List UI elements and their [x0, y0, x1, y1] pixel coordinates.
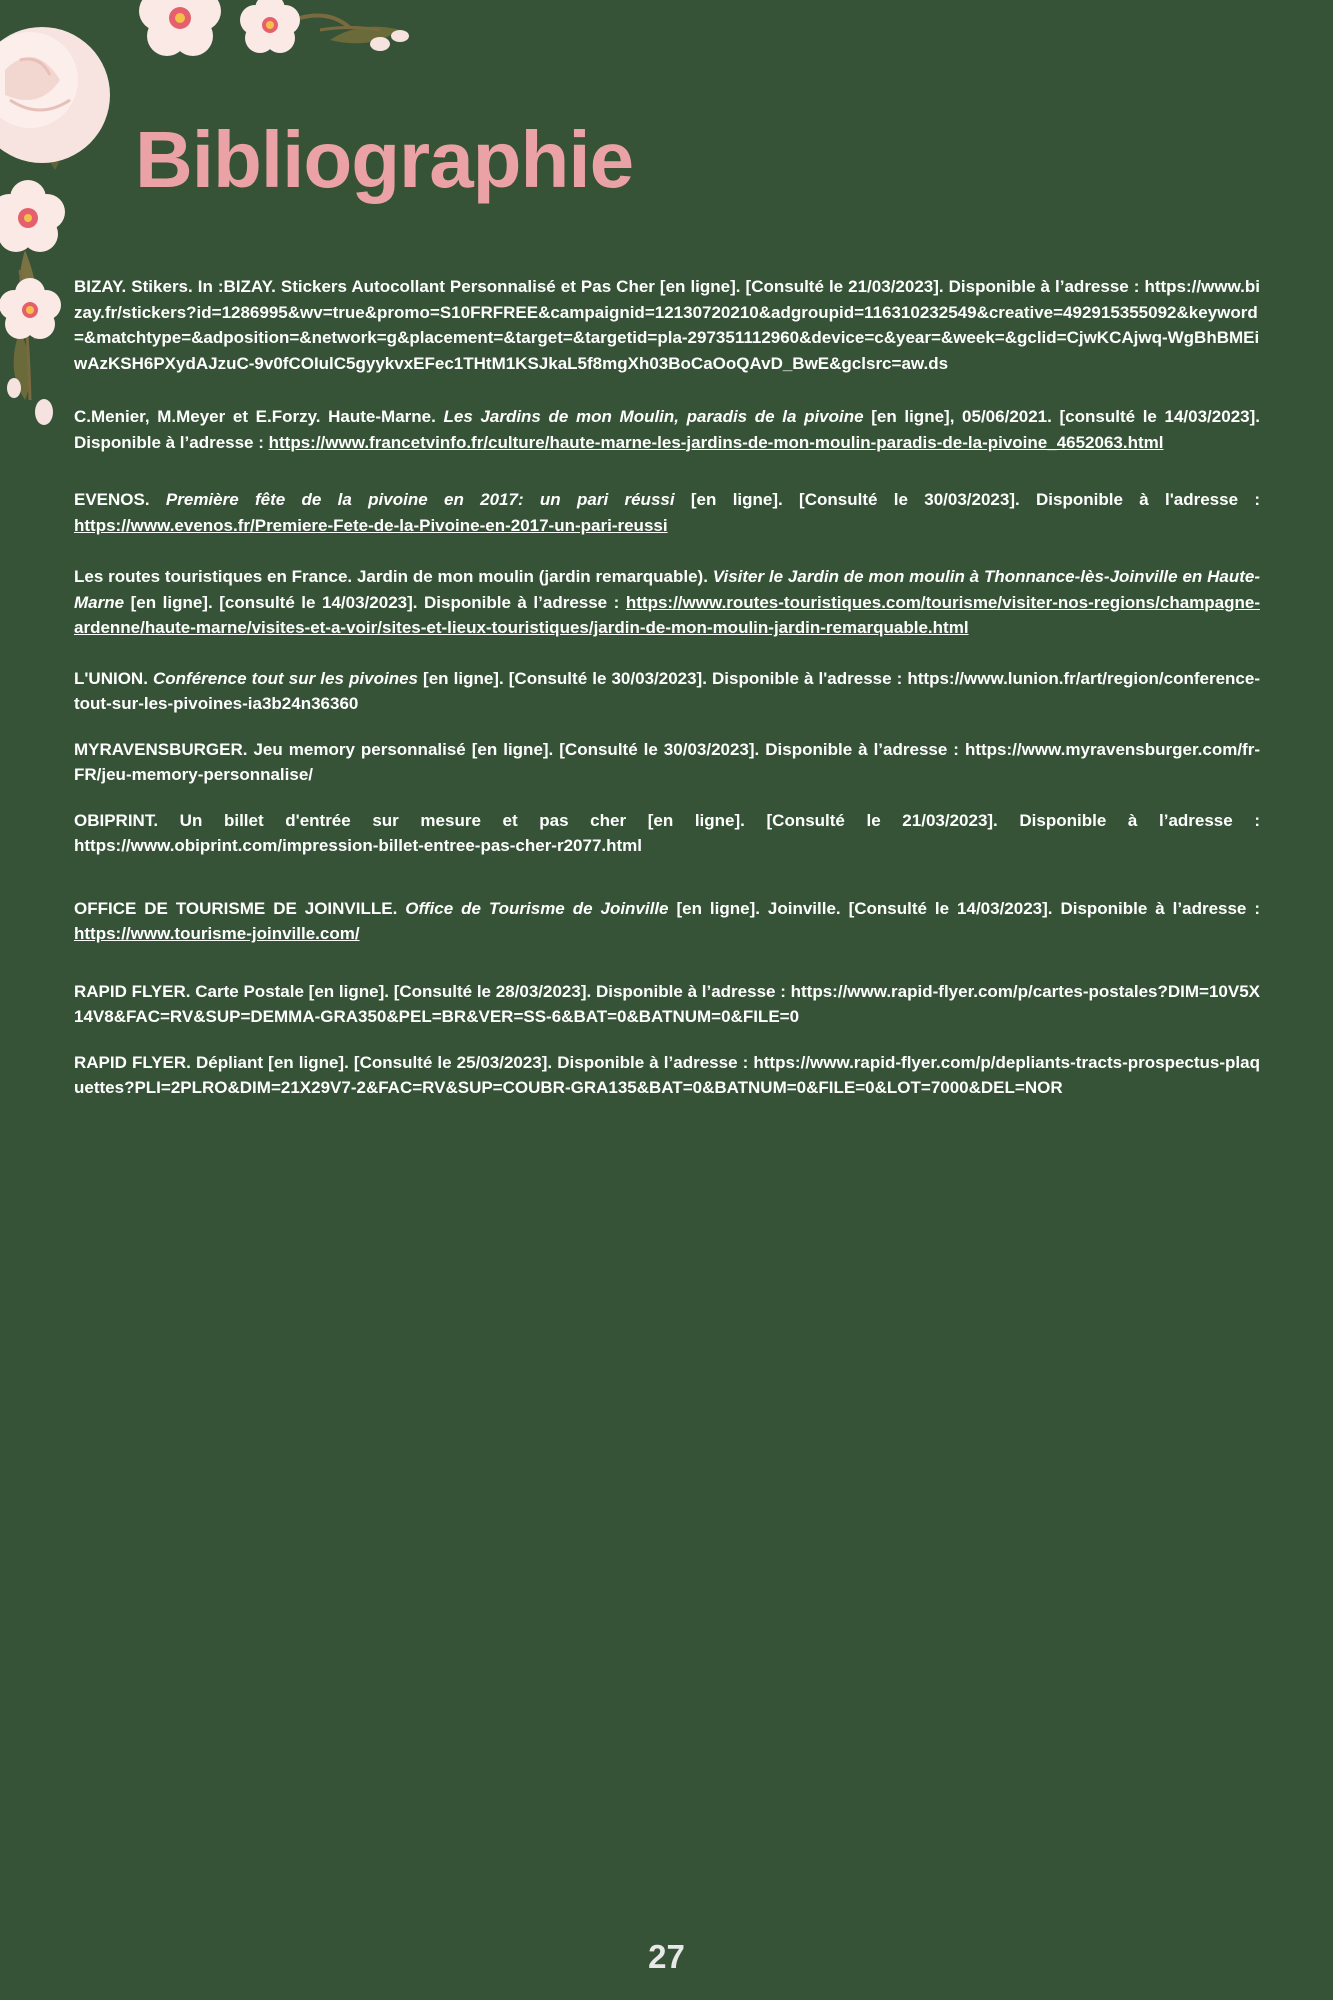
bibliography-entry: [74, 274, 1260, 376]
entry-title: Visiter le Jardin de mon moulin à Thonnance-lès-Joinville en Haute-Marne: [74, 567, 1260, 612]
entry-text: [en ligne]. [Consulté le 30/03/2023]. Disponible à l'adresse :: [674, 490, 1260, 509]
entry-link[interactable]: https://www.routes-touristiques.com/tourisme/visiter-nos-regions/champagne-ardenne/haute-marne/visites-et-a-voir/sites-et-lieux-touristiques/jardin-de-mon-moulin-jardin-remarquable.html: [74, 592, 1260, 637]
bibliography-entry: [74, 896, 1260, 947]
entry-text: Haute-Marne.: [320, 407, 444, 426]
entry-author: RAPID FLYER.: [74, 981, 191, 1001]
bibliography-list: [74, 274, 1260, 1101]
page-title: Bibliographie: [135, 115, 634, 204]
entry-author: OFFICE DE TOURISME DE JOINVILLE.: [74, 898, 398, 918]
peony-flower: [0, 27, 110, 163]
entry-url: https://www.lunion.fr/art/region/conference-tout-sur-les-pivoines-ia3b24n36360: [74, 668, 1260, 713]
bibliography-entry: [74, 979, 1260, 1030]
entry-author: C.Menier, M.Meyer et E.Forzy.: [74, 407, 321, 426]
entry-text: [en ligne]. Joinville. [Consulté le 14/03/2023]. Disponible à l’adresse :: [668, 898, 1260, 918]
entry-author: OBIPRINT.: [74, 810, 159, 830]
blossom-flower: [0, 278, 61, 339]
entry-text: Un billet d'entrée sur mesure et pas cher [en ligne]. [Consulté le 21/03/2023]. Disponible à l’adresse :: [158, 810, 1260, 830]
entry-author: L'UNION.: [74, 668, 148, 688]
entry-author: Les routes touristiques en France.: [74, 567, 353, 586]
blossom-flower: [139, 0, 221, 56]
bibliography-entry: [74, 666, 1260, 717]
entry-text: Stikers. In :BIZAY. Stickers Autocollant Personnalisé et Pas Cher [en ligne]. [Consulté le 21/03/2023]. Disponible à l’adresse :: [126, 277, 1145, 296]
entry-link[interactable]: https://www.francetvinfo.fr/culture/haute-marne-les-jardins-de-mon-moulin-paradis-de-la-pivoine_4652063.html: [268, 432, 1164, 452]
entry-text: [en ligne]. [consulté le 14/03/2023]. Disponible à l’adresse :: [124, 592, 626, 612]
bibliography-entry: [74, 737, 1260, 788]
entry-url: https://www.obiprint.com/impression-billet-entree-pas-cher-r2077.html: [74, 836, 643, 855]
entry-text: Jardin de mon moulin (jardin remarquable).: [352, 567, 713, 586]
page-number: 27: [648, 1938, 685, 1975]
entry-text: [en ligne], 05/06/2021. [consulté le 14/03/2023]. Disponible à l’adresse :: [74, 407, 1260, 452]
blossom-flower: [0, 180, 65, 252]
blossom-flower: [240, 0, 300, 53]
entry-text: Jeu memory personnalisé [en ligne]. [Consulté le 30/03/2023]. Disponible à l’adresse :: [247, 739, 965, 759]
entry-author: MYRAVENSBURGER.: [74, 739, 248, 759]
entry-author: BIZAY.: [74, 277, 127, 296]
entry-url: https://www.rapid-flyer.com/p/cartes-postales?DIM=10V5X14V8&FAC=RV&SUP=DEMMA-GRA350&PEL=BR&VER=SS-6&BAT=0&BATNUM=0&FILE=0: [74, 981, 1260, 1026]
bibliography-entry: [74, 564, 1260, 641]
entry-url: https://www.myravensburger.com/fr-FR/jeu-memory-personnalise/: [74, 739, 1260, 784]
bibliography-entry: [74, 487, 1260, 538]
entry-text: [en ligne]. [Consulté le 30/03/2023]. Disponible à l'adresse :: [417, 668, 908, 688]
entry-title: Première fête de la pivoine en 2017: un pari réussi: [165, 490, 675, 509]
bibliography-entry: [74, 808, 1260, 859]
entry-link[interactable]: https://www.tourisme-joinville.com/: [74, 924, 360, 943]
entry-url: https://www.rapid-flyer.com/p/depliants-tracts-prospectus-plaquettes?PLI=2PLRO&DIM=21X29V7-2&FAC=RV&SUP=COUBR-GRA135&BAT=0&BATNUM=0&FILE=0&LOT=7000&DEL=NOR: [74, 1052, 1260, 1097]
entry-title: Les Jardins de mon Moulin, paradis de la pivoine: [443, 407, 864, 426]
entry-title: Conférence tout sur les pivoines: [153, 668, 418, 688]
bibliography-entry: [74, 404, 1260, 455]
entry-text: Dépliant [en ligne]. [Consulté le 25/03/2023]. Disponible à l’adresse :: [190, 1052, 754, 1072]
entry-url: https://www.bizay.fr/stickers?id=1286995&wv=true&promo=S10FRFREE&campaignid=12130720210&adgroupid=116310232549&creative=492915355092&keyword=&matchtype=&adposition=&network=g&placement=&target=&targetid=pla-297351112960&device=c&year=&week=&gclid=CjwKCAjwq-WgBhBMEiwAzKSH6PXydAJzuC-9v0fCOIulC5gyykvxEFec1THtM1KSJkaL5f8mgXh03BoCaOoQAvD_BwE&gclsrc=aw.ds: [74, 277, 1260, 373]
entry-text: [150, 490, 166, 509]
bibliography-entry: [74, 1050, 1260, 1101]
entry-title: Office de Tourisme de Joinville: [405, 898, 669, 918]
entry-author: EVENOS.: [74, 490, 150, 509]
entry-author: RAPID FLYER.: [74, 1052, 191, 1072]
entry-text: Carte Postale [en ligne]. [Consulté le 28/03/2023]. Disponible à l’adresse :: [190, 981, 791, 1001]
entry-link[interactable]: https://www.evenos.fr/Premiere-Fete-de-la-Pivoine-en-2017-un-pari-reussi: [74, 515, 668, 535]
